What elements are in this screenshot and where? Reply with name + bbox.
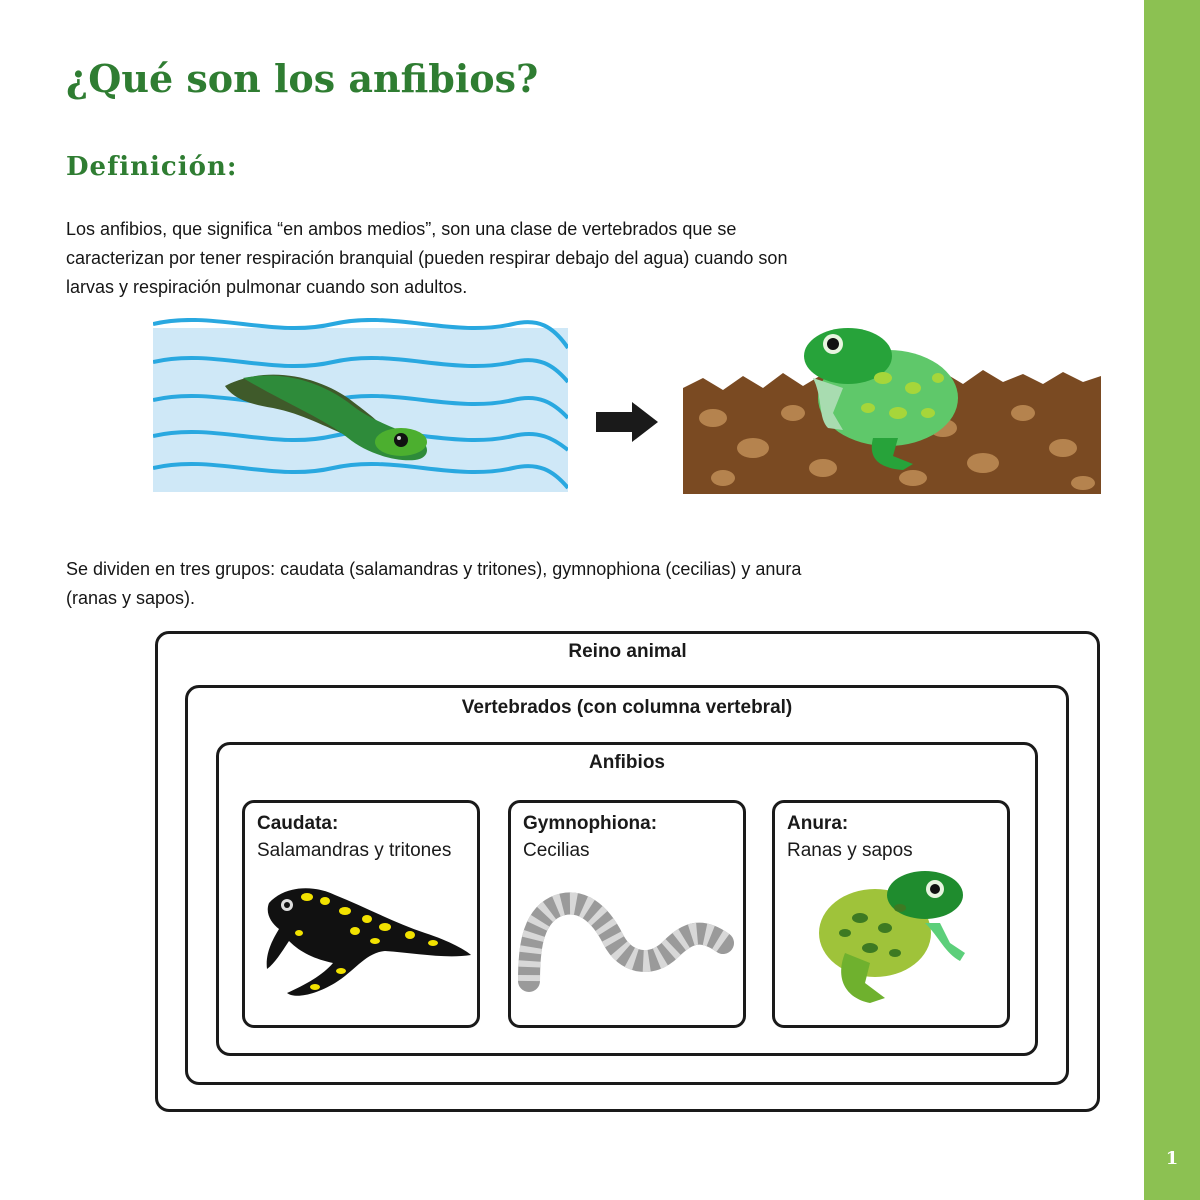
- toad-icon: [775, 803, 1013, 1031]
- vertebrates-label: Vertebrados (con columna vertebral): [461, 697, 793, 718]
- group-description: Cecilias: [523, 840, 590, 861]
- group-description: Ranas y sapos: [787, 840, 913, 861]
- right-arrow-icon: [596, 402, 658, 442]
- group-caudata: [242, 800, 480, 1028]
- group-name: Gymnophiona:: [523, 813, 658, 834]
- frog-on-soil-illustration: [683, 318, 1101, 494]
- section-heading: Definición:: [66, 152, 238, 182]
- group-description: Salamandras y tritones: [257, 840, 452, 861]
- caecilian-icon: [511, 803, 749, 1031]
- group-gymnophiona: [508, 800, 746, 1028]
- group-anura: [772, 800, 1010, 1028]
- page-side-band: [1144, 0, 1200, 1200]
- kingdom-label: Reino animal: [568, 641, 687, 662]
- tadpole-in-water-illustration: [153, 318, 568, 492]
- page-number: 1: [1165, 1148, 1179, 1169]
- page-title: ¿Qué son los anfibios?: [66, 56, 539, 101]
- definition-paragraph: Los anfibios, que significa “en ambos medios”, son una clase de vertebrados que se caracterizan por tener respiración branquial (pueden respirar debajo del agua) cuando son larvas y respiración pulmonar cuando son adultos.: [66, 219, 788, 297]
- salamander-icon: [245, 803, 483, 1031]
- group-name: Caudata:: [257, 813, 339, 834]
- amphibians-label: Anfibios: [589, 752, 665, 773]
- group-name: Anura:: [787, 813, 849, 834]
- groups-paragraph: Se dividen en tres grupos: caudata (salamandras y tritones), gymnophiona (cecilias) y anura (ranas y sapos).: [66, 559, 802, 608]
